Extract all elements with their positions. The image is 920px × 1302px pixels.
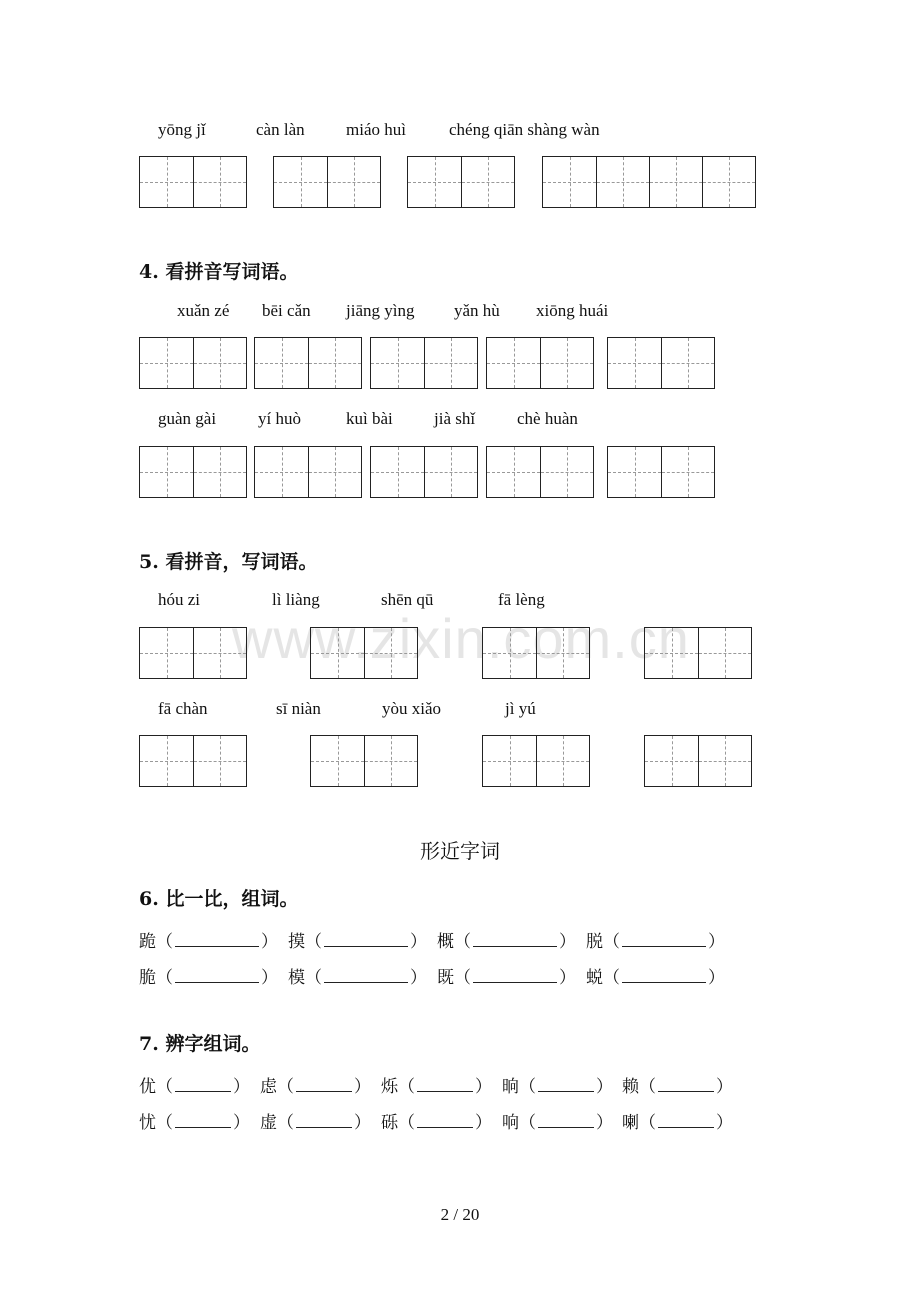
pinyin-q5-8: jì yú — [505, 699, 536, 718]
pinyin-q4-5: xiōng huái — [536, 301, 609, 320]
pinyin-q5-6: sī niàn — [276, 699, 321, 718]
compare-item[interactable]: 响（ ） — [502, 1113, 613, 1133]
pinyin-yong-ji: yōng jǐ — [158, 120, 206, 139]
pinyin-q5-5: fā chàn — [158, 699, 208, 718]
compare-char: 跪 — [139, 932, 156, 952]
compare-char: 晌 — [502, 1077, 519, 1097]
compare-char: 脱 — [586, 932, 603, 952]
writing-box-4[interactable] — [542, 156, 756, 208]
writing-box-2[interactable] — [607, 337, 715, 389]
compare-item[interactable]: 脱（ ） — [586, 932, 725, 952]
question-5-heading: 5. 看拼音，写词语。 — [139, 551, 318, 573]
writing-box-2[interactable] — [254, 446, 362, 498]
writing-box-2[interactable] — [273, 156, 381, 208]
pinyin-q5-1: hóu zi — [158, 590, 201, 609]
compare-char: 响 — [502, 1113, 519, 1133]
compare-item[interactable]: 摸（ ） — [288, 932, 427, 952]
compare-item[interactable]: 蜕（ ） — [586, 968, 725, 988]
compare-item[interactable]: 砾（ ） — [381, 1113, 492, 1133]
writing-box-2[interactable] — [486, 446, 594, 498]
compare-char: 模 — [288, 968, 305, 988]
writing-box-2[interactable] — [254, 337, 362, 389]
pinyin-q4-9: jià shǐ — [434, 409, 476, 428]
compare-char: 喇 — [622, 1113, 639, 1133]
question-4-heading: 4. 看拼音写词语。 — [139, 261, 299, 283]
writing-box-2[interactable] — [644, 627, 752, 679]
pinyin-q5-2: lì liàng — [272, 590, 320, 609]
pinyin-miao-hui: miáo huì — [346, 120, 406, 139]
compare-char: 虑 — [260, 1077, 277, 1097]
compare-char: 既 — [437, 968, 454, 988]
compare-item[interactable]: 晌（ ） — [502, 1077, 613, 1097]
section-title: 形近字词 — [420, 839, 500, 863]
writing-box-2[interactable] — [482, 627, 590, 679]
writing-box-2[interactable] — [486, 337, 594, 389]
pinyin-q4-10: chè huàn — [517, 409, 578, 428]
writing-box-2[interactable] — [370, 337, 478, 389]
question-6-heading: 6. 比一比，组词。 — [139, 888, 299, 910]
pinyin-q5-7: yòu xiǎo — [382, 699, 442, 718]
writing-box-2[interactable] — [139, 446, 247, 498]
pinyin-q5-4: fā lèng — [498, 590, 545, 609]
compare-item[interactable]: 烁（ ） — [381, 1077, 492, 1097]
writing-box-2[interactable] — [310, 735, 418, 787]
pinyin-q4-7: yí huò — [258, 409, 301, 428]
compare-item[interactable]: 赖（ ） — [622, 1077, 733, 1097]
question-7-heading: 7. 辨字组词。 — [139, 1033, 261, 1055]
compare-char: 摸 — [288, 932, 305, 952]
compare-char: 砾 — [381, 1113, 398, 1133]
pinyin-cheng-qian-shang-wan: chéng qiān shàng wàn — [449, 120, 600, 139]
writing-box-2[interactable] — [607, 446, 715, 498]
pinyin-can-lan: càn làn — [256, 120, 305, 139]
writing-box-2[interactable] — [139, 735, 247, 787]
compare-char: 优 — [139, 1077, 156, 1097]
pinyin-q4-1: xuǎn zé — [177, 301, 230, 320]
writing-box-2[interactable] — [139, 337, 247, 389]
pinyin-q4-2: bēi cǎn — [262, 301, 311, 320]
compare-item[interactable]: 虚（ ） — [260, 1113, 371, 1133]
compare-item[interactable]: 概（ ） — [437, 932, 576, 952]
compare-item[interactable]: 优（ ） — [139, 1077, 250, 1097]
pinyin-q4-6: guàn gài — [158, 409, 217, 428]
pinyin-q4-3: jiāng yìng — [346, 301, 415, 320]
writing-box-2[interactable] — [139, 156, 247, 208]
compare-item[interactable]: 喇（ ） — [622, 1113, 733, 1133]
page-number: 2 / 20 — [440, 1205, 480, 1224]
writing-box-2[interactable] — [310, 627, 418, 679]
writing-box-2[interactable] — [644, 735, 752, 787]
compare-char: 虚 — [260, 1113, 277, 1133]
compare-char: 赖 — [622, 1077, 639, 1097]
compare-item[interactable]: 虑（ ） — [260, 1077, 371, 1097]
compare-item[interactable]: 跪（ ） — [139, 932, 278, 952]
writing-box-2[interactable] — [407, 156, 515, 208]
writing-box-2[interactable] — [370, 446, 478, 498]
compare-item[interactable]: 模（ ） — [288, 968, 427, 988]
pinyin-q5-3: shēn qū — [381, 590, 434, 609]
compare-item[interactable]: 既（ ） — [437, 968, 576, 988]
compare-item[interactable]: 脆（ ） — [139, 968, 278, 988]
compare-char: 蜕 — [586, 968, 603, 988]
compare-item[interactable]: 忧（ ） — [139, 1113, 250, 1133]
compare-char: 烁 — [381, 1077, 398, 1097]
writing-box-2[interactable] — [139, 627, 247, 679]
watermark: www.zixin.com.cn — [232, 607, 690, 670]
pinyin-q4-4: yǎn hù — [454, 301, 500, 320]
pinyin-q4-8: kuì bài — [346, 409, 393, 428]
compare-char: 脆 — [139, 968, 156, 988]
compare-char: 概 — [437, 932, 454, 952]
writing-box-2[interactable] — [482, 735, 590, 787]
compare-char: 忧 — [139, 1113, 156, 1133]
